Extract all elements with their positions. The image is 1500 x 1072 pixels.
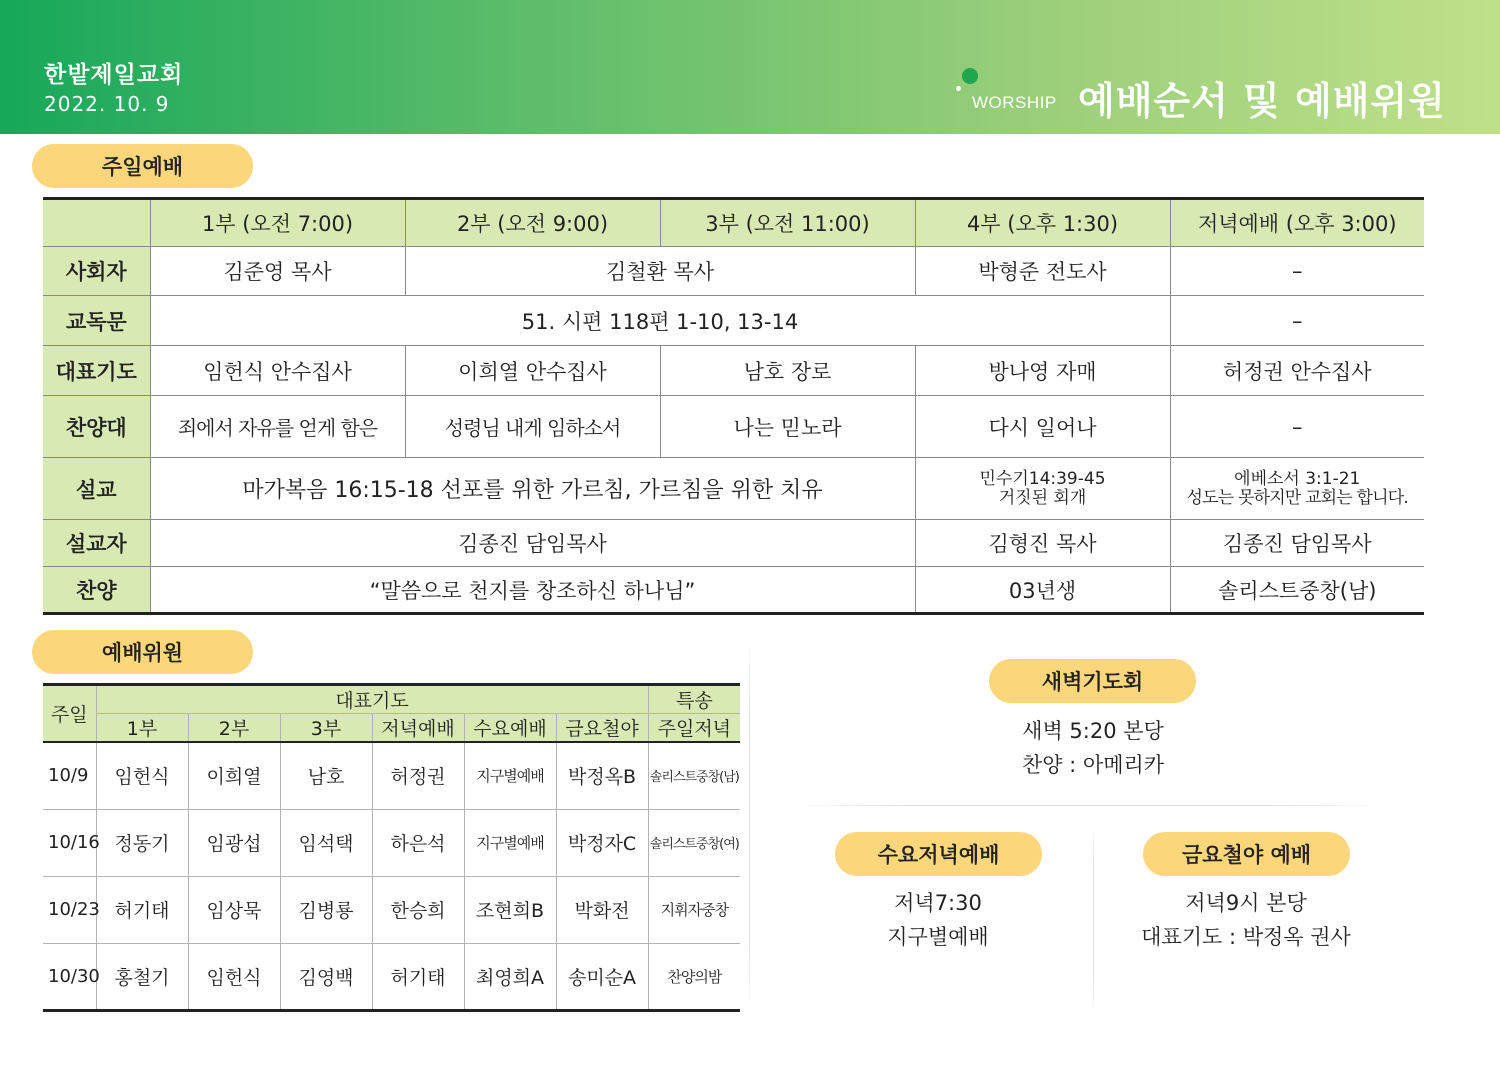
table-cell: 임헌식: [188, 943, 280, 1010]
white-dot-icon: [956, 86, 961, 91]
table-header-row: [43, 199, 1424, 247]
prayer-group-header: 대표기도: [96, 685, 648, 714]
table-cell: 박정자C: [556, 809, 648, 876]
wednesday-worship-label: 수요저녁예배: [835, 832, 1042, 876]
corner-cell: [43, 199, 150, 247]
table-cell: 한승희: [372, 876, 464, 943]
wednesday-worship-time: 저녁7:30: [894, 891, 982, 915]
special-group-header: 특송: [648, 685, 740, 714]
dawn-prayer-info: [944, 714, 1242, 782]
table-cell: 박화전: [556, 876, 648, 943]
table-row: [43, 809, 740, 876]
column-header: 4부 (오후 1:30): [915, 199, 1170, 247]
horizontal-divider: [795, 805, 1385, 806]
table-cell: 허기태: [96, 876, 188, 943]
date-cell: 10/16: [43, 809, 96, 876]
column-header: 1부 (오전 7:00): [150, 199, 405, 247]
table-cell: 임헌식 안수집사: [150, 346, 405, 396]
table-row: [43, 458, 1424, 520]
column-header: 2부: [188, 714, 280, 743]
table-cell: 하은석: [372, 809, 464, 876]
table-cell: 허정권 안수집사: [1170, 346, 1424, 396]
table-cell: 임석택: [280, 809, 372, 876]
row-header: 찬양: [43, 567, 150, 614]
friday-vigil-prayer: 대표기도 : 박정옥 권사: [1141, 925, 1351, 949]
column-header: 2부 (오전 9:00): [405, 199, 660, 247]
column-header: 저녁예배: [372, 714, 464, 743]
row-header: 찬양대: [43, 396, 150, 458]
column-header: 저녁예배 (오후 3:00): [1170, 199, 1424, 247]
table-cell: 지휘자중창: [648, 876, 740, 943]
sermon-title: 성도는 못하지만 교회는 합니다.: [1186, 487, 1408, 508]
table-cell: 마가복음 16:15-18 선포를 위한 가르침, 가르침을 위한 치유: [150, 458, 915, 520]
row-header: 대표기도: [43, 346, 150, 396]
row-header: 사회자: [43, 247, 150, 296]
table-cell: 다시 일어나: [915, 396, 1170, 458]
vertical-divider: [749, 636, 750, 1016]
table-row: [43, 296, 1424, 346]
table-cell: 임광섭: [188, 809, 280, 876]
table-cell: 이희열 안수집사: [405, 346, 660, 396]
table-cell: [915, 458, 1170, 520]
column-header: 3부 (오전 11:00): [660, 199, 915, 247]
section-label-en: WORSHIP: [972, 93, 1057, 112]
table-cell: 김철환 목사: [405, 247, 915, 296]
sunday-worship-table: [43, 197, 1424, 615]
header-banner: [0, 0, 1500, 134]
page-title: 예배순서 및 예배위원: [1078, 79, 1446, 123]
table-cell: 솔리스트중창(남): [648, 742, 740, 809]
dawn-prayer-label: 새벽기도회: [989, 659, 1196, 703]
friday-vigil-info: [1097, 886, 1395, 954]
table-row: [43, 567, 1424, 614]
table-row: [43, 346, 1424, 396]
friday-vigil-label: 금요철야 예배: [1143, 832, 1350, 876]
table-cell: 홍철기: [96, 943, 188, 1010]
sermon-scripture: 민수기14:39-45: [979, 468, 1106, 489]
table-cell: 김종진 담임목사: [1170, 520, 1424, 567]
date-cell: 10/30: [43, 943, 96, 1010]
friday-vigil-time: 저녁9시 본당: [1185, 891, 1307, 915]
table-row: [43, 247, 1424, 296]
table-row: [43, 520, 1424, 567]
worship-officers-table: [43, 683, 740, 1012]
sermon-scripture: 에베소서 3:1-21: [1234, 468, 1361, 489]
row-header: 설교: [43, 458, 150, 520]
table-cell: 지구별예배: [464, 809, 556, 876]
table-cell: 임헌식: [96, 742, 188, 809]
table-cell: [1170, 458, 1424, 520]
table-cell: 03년생: [915, 567, 1170, 614]
table-row: [43, 943, 740, 1010]
row-header: 교독문: [43, 296, 150, 346]
date-cell: 10/23: [43, 876, 96, 943]
table-cell: 정동기: [96, 809, 188, 876]
table-cell: –: [1170, 396, 1424, 458]
table-cell: 솔리스트중창(남): [1170, 567, 1424, 614]
wednesday-worship-info: [789, 886, 1087, 954]
row-header: 설교자: [43, 520, 150, 567]
table-cell: 나는 믿노라: [660, 396, 915, 458]
column-header: 수요예배: [464, 714, 556, 743]
table-cell: 지구별예배: [464, 742, 556, 809]
week-header: 주일: [43, 685, 96, 743]
table-cell: 박형준 전도사: [915, 247, 1170, 296]
date-cell: 10/9: [43, 742, 96, 809]
church-name: 한밭제일교회: [44, 62, 184, 88]
table-cell: 성령님 내게 임하소서: [405, 396, 660, 458]
table-cell: 남호: [280, 742, 372, 809]
green-dot-icon: [962, 68, 978, 84]
column-header: 주일저녁: [648, 714, 740, 743]
table-cell: 김준영 목사: [150, 247, 405, 296]
table-cell: 송미순A: [556, 943, 648, 1010]
table-cell: 임상묵: [188, 876, 280, 943]
wednesday-worship-note: 지구별예배: [887, 925, 989, 949]
sunday-worship-label: 주일예배: [32, 144, 253, 188]
dawn-prayer-time: 새벽 5:20 본당: [1022, 719, 1164, 743]
table-cell: 이희열: [188, 742, 280, 809]
table-header-row: [43, 685, 740, 714]
vertical-divider: [1093, 826, 1094, 1011]
table-cell: 남호 장로: [660, 346, 915, 396]
column-header: 1부: [96, 714, 188, 743]
table-row: [43, 742, 740, 809]
table-cell: –: [1170, 247, 1424, 296]
table-cell: 김영백: [280, 943, 372, 1010]
table-cell: –: [1170, 296, 1424, 346]
table-cell: 허기태: [372, 943, 464, 1010]
table-cell: 최영희A: [464, 943, 556, 1010]
table-cell: 방나영 자매: [915, 346, 1170, 396]
table-cell: 조현희B: [464, 876, 556, 943]
table-cell: “말씀으로 천지를 창조하신 하나님”: [150, 567, 915, 614]
sermon-title: 거짓된 회개: [998, 487, 1087, 508]
table-row: [43, 876, 740, 943]
table-cell: 죄에서 자유를 얻게 함은: [150, 396, 405, 458]
table-cell: 허정권: [372, 742, 464, 809]
table-cell: 김종진 담임목사: [150, 520, 915, 567]
worship-officers-label: 예배위원: [32, 630, 253, 674]
table-cell: 찬양의밤: [648, 943, 740, 1010]
table-cell: 51. 시편 118편 1-10, 13-14: [150, 296, 1170, 346]
table-cell: 김형진 목사: [915, 520, 1170, 567]
column-header: 금요철야: [556, 714, 648, 743]
dawn-prayer-hymn: 찬양 : 아메리카: [1021, 753, 1165, 777]
bulletin-date: 2022. 10. 9: [44, 92, 170, 116]
table-cell: 박정옥B: [556, 742, 648, 809]
table-header-row: [43, 714, 740, 743]
table-row: [43, 396, 1424, 458]
table-cell: 솔리스트중창(여): [648, 809, 740, 876]
table-cell: 김병룡: [280, 876, 372, 943]
column-header: 3부: [280, 714, 372, 743]
